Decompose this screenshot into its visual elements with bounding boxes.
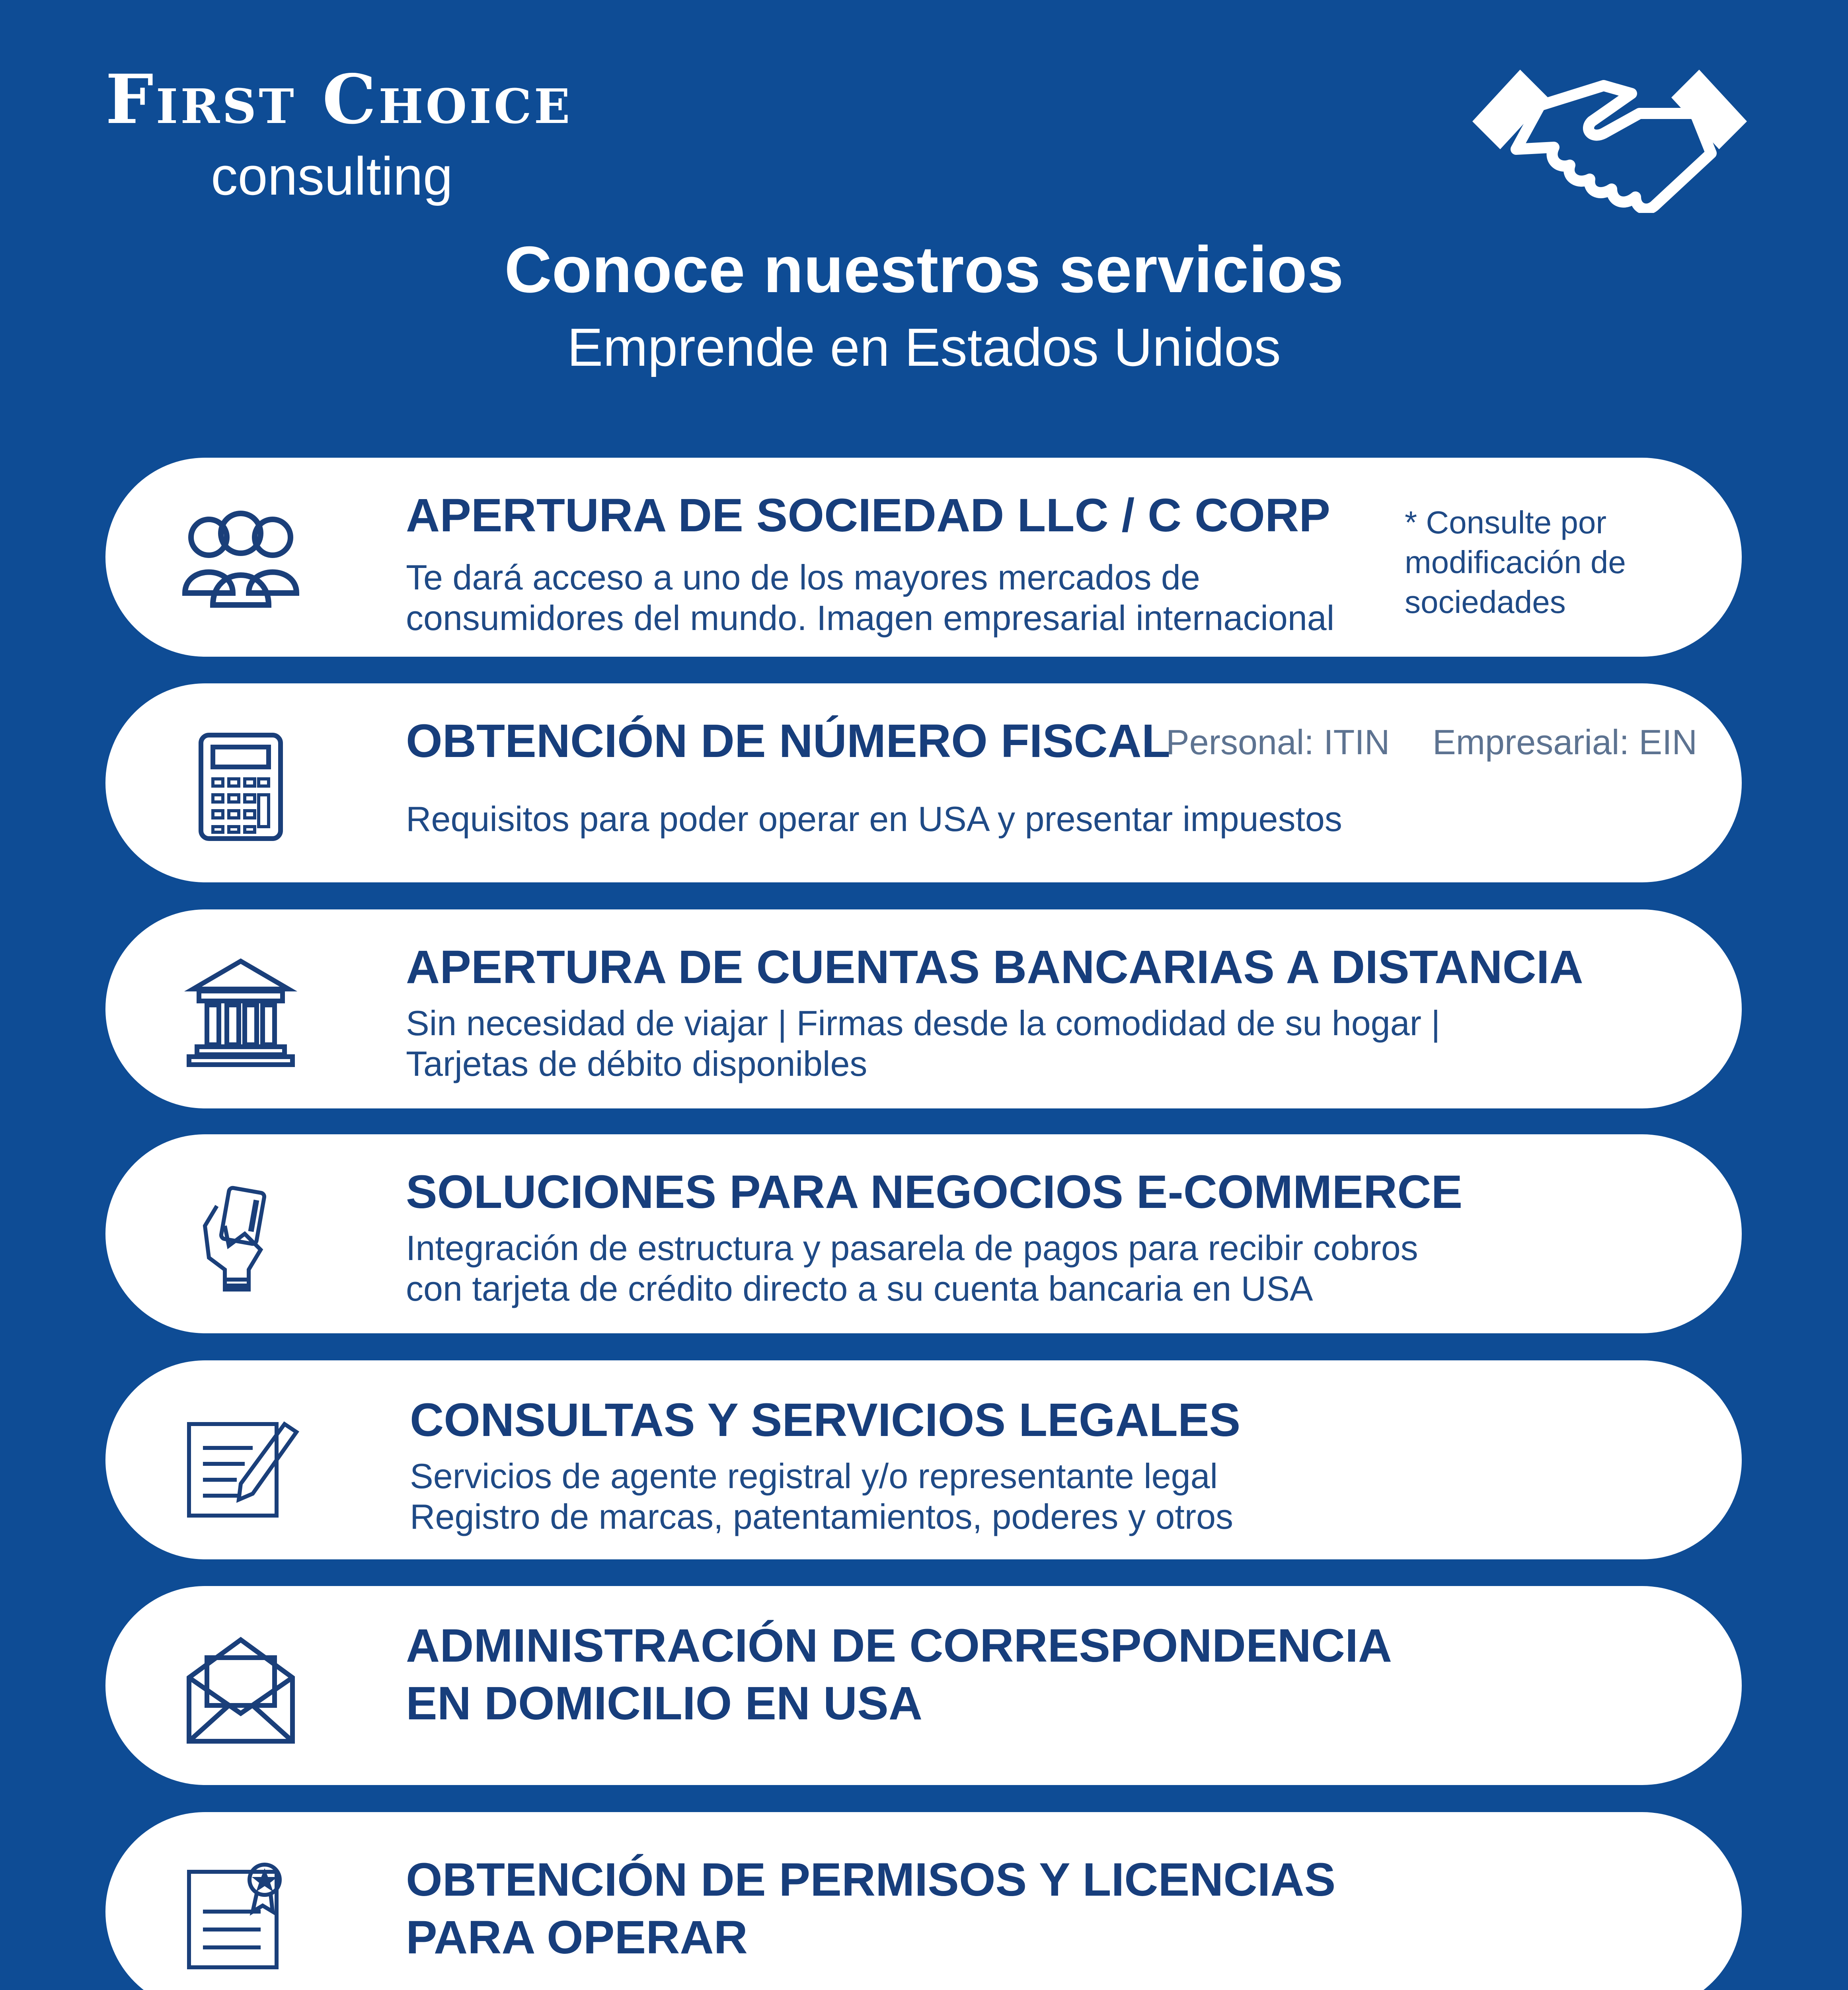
service-note: modificación de xyxy=(1405,544,1626,580)
service-title: CONSULTAS Y SERVICIOS LEGALES xyxy=(410,1394,1241,1446)
service-title-line2: PARA OPERAR xyxy=(406,1911,748,1964)
service-desc-line: Te dará acceso a uno de los mayores mercados de xyxy=(406,558,1200,597)
service-card-fiscal xyxy=(105,683,1742,882)
brand-name: First Choice xyxy=(105,60,573,139)
service-card-permisos xyxy=(105,1812,1742,1990)
bank-icon xyxy=(181,957,300,1069)
card-payment-icon xyxy=(181,1182,300,1294)
service-note: Empresarial: EIN xyxy=(1433,722,1698,762)
users-icon xyxy=(181,505,300,617)
service-card-bancarias xyxy=(105,909,1742,1108)
service-desc-line: Requisitos para poder operar en USA y presentar impuestos xyxy=(406,799,1342,839)
service-title: OBTENCIÓN DE PERMISOS Y LICENCIAS xyxy=(406,1853,1336,1906)
document-pen-icon xyxy=(181,1408,300,1520)
service-title: APERTURA DE SOCIEDAD LLC / C CORP xyxy=(406,489,1330,542)
service-desc-line: con tarjeta de crédito directo a su cuenta bancaria en USA xyxy=(406,1269,1313,1308)
service-title: APERTURA DE CUENTAS BANCARIAS A DISTANCIA xyxy=(406,941,1583,993)
service-title-line2: EN DOMICILIO EN USA xyxy=(406,1677,923,1730)
brand-sub: consulting xyxy=(211,146,453,206)
service-note: sociedades xyxy=(1405,584,1566,620)
service-desc-line: Tarjetas de débito disponibles xyxy=(406,1044,867,1083)
service-desc-line: Sin necesidad de viajar | Firmas desde la comodidad de su hogar | xyxy=(406,1003,1441,1043)
service-title: OBTENCIÓN DE NÚMERO FISCAL xyxy=(406,715,1170,767)
page-subtitle: Emprende en Estados Unidos xyxy=(567,317,1281,377)
service-note: Personal: ITIN xyxy=(1166,722,1390,762)
service-note: * Consulte por xyxy=(1405,505,1606,540)
service-desc-line: Registro de marcas, patentamientos, poderes y otros xyxy=(410,1497,1234,1536)
service-desc-line: Integración de estructura y pasarela de pagos para recibir cobros xyxy=(406,1228,1418,1268)
service-title: ADMINISTRACIÓN DE CORRESPONDENCIA xyxy=(406,1619,1392,1672)
service-card-ecommerce xyxy=(105,1134,1742,1333)
service-card-sociedad xyxy=(105,458,1742,657)
service-card-correspondencia xyxy=(105,1586,1742,1785)
page-title: Conoce nuestros servicios xyxy=(504,233,1344,306)
service-card-legales xyxy=(105,1360,1742,1559)
calculator-icon xyxy=(181,731,300,843)
service-title: SOLUCIONES PARA NEGOCIOS E-COMMERCE xyxy=(406,1166,1463,1218)
service-desc-line: Servicios de agente registral y/o representante legal xyxy=(410,1456,1218,1496)
certificate-icon xyxy=(181,1860,300,1971)
service-desc-line: consumidores del mundo. Imagen empresarial internacional xyxy=(406,598,1335,638)
envelope-icon xyxy=(181,1634,300,1745)
handshake-icon xyxy=(1472,70,1747,213)
